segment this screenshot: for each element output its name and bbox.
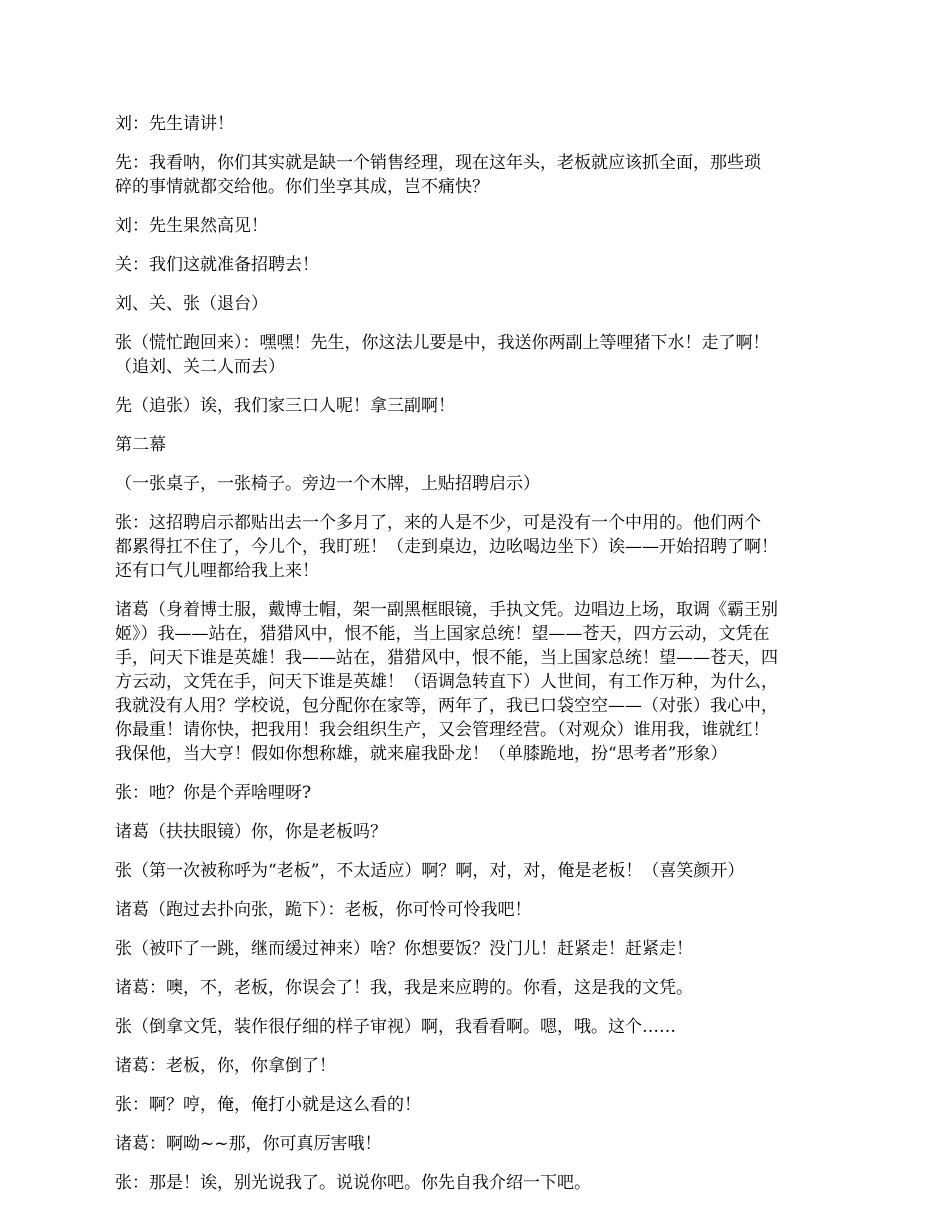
- dialogue-line: 诸葛（跑过去扑向张，跪下）：老板，你可怜可怜我吧！: [115, 900, 532, 920]
- dialogue-line: 张（慌忙跑回来）：嘿嘿！先生，你这法儿要是中，我送你两副上等哩猪下水！走了啊！ （追刘、关二人而去）: [115, 333, 770, 377]
- document-page: [115, 112, 840, 1210]
- dialogue-line: 先：我看呐，你们其实就是缺一个销售经理，现在这年头，老板就应该抓全面，那些琐 碎的事情就都交给他。你们坐享其成，岂不痛快？: [115, 153, 761, 197]
- dialogue-line: 张（第一次被称呼为“老板”，不太适应）啊？啊，对，对，俺是老板！（喜笑颜开）: [115, 861, 745, 881]
- dialogue-line: 诸葛：老板，你，你拿倒了！: [115, 1056, 336, 1076]
- dialogue-line: 诸葛（扶扶眼镜）你，你是老板吗？: [115, 822, 387, 842]
- dialogue-line: 刘：先生果然高见！: [115, 216, 268, 236]
- stage-direction: 刘、关、张（退台）: [115, 294, 268, 314]
- dialogue-line: 张（倒拿文凭，装作很仔细的样子审视）啊，我看看啊。嗯，哦。这个……: [115, 1017, 676, 1037]
- stage-direction: （一张桌子，一张椅子。旁边一个木牌，上贴招聘启示）: [115, 474, 540, 494]
- dialogue-line: 张：啊？哼，俺，俺打小就是这么看的！: [115, 1095, 421, 1115]
- act-heading: 第二幕: [115, 435, 166, 455]
- dialogue-line: 张：那是！诶，别光说我了。说说你吧。你先自我介绍一下吧。: [115, 1173, 591, 1193]
- dialogue-line: 刘：先生请讲！: [115, 114, 234, 134]
- dialogue-line: 诸葛：噢，不，老板，你误会了！我，我是来应聘的。你看，这是我的文凭。: [115, 978, 693, 998]
- dialogue-line: 张：吔？你是个弄啥哩呀?: [115, 783, 312, 803]
- dialogue-line: 张：这招聘启示都贴出去一个多月了，来的人是不少，可是没有一个中用的。他们两个 都累得扛不住了，今儿个，我盯班！（走到桌边，边吆喝边坐下）诶——开始招聘了啊！ 还有口气儿哩都给我上来！: [115, 513, 778, 581]
- dialogue-line: 张（被吓了一跳，继而缓过神来）啥？你想要饭？没门儿！赶紧走！赶紧走！: [115, 939, 693, 959]
- dialogue-line: 关：我们这就准备招聘去！: [115, 255, 319, 275]
- dialogue-line: 诸葛：啊呦~~那，你可真厉害哦！: [115, 1134, 382, 1154]
- dialogue-line: 先（追张）诶，我们家三口人呢！拿三副啊！: [115, 396, 455, 416]
- dialogue-line: 诸葛（身着博士服，戴博士帽，架一副黑框眼镜，手执文凭。边唱边上场，取调《霸王别 姬》）我——站在，猎猎风中，恨不能，当上国家总统！望——苍天，四方云动，文凭在 手，问天下谁是英雄！我——站在，猎猎风中，恨不能，当上国家总统！望——苍天，四 方云动，文凭在手，问天下谁是英雄！（语调急转直下）人世间，有工作万种，为什么， 我就没有人用？学校说，包分配你在家等，两年了，我已口袋空空——（对张）我心中， 你最重！请你快，把我用！我会组织生产，又会管理经营。（对观众）谁用我，谁就红！ 我保他，当大亨！假如你想称雄，就来雇我卧龙！（单膝跪地，扮“思考者”形象）: [115, 600, 778, 764]
